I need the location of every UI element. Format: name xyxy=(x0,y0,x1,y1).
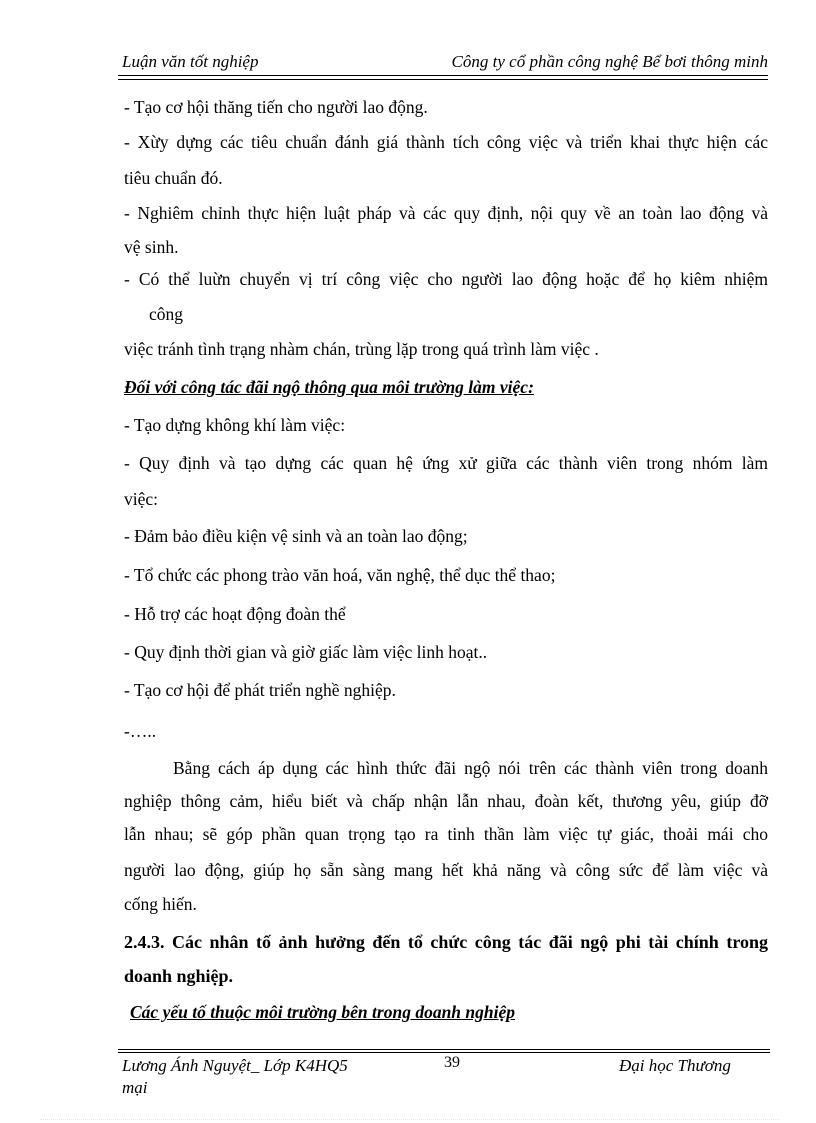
header-right: Công ty cổ phần công nghệ Bể bơi thông minh xyxy=(451,52,768,71)
list-item: - Quy định và tạo dựng các quan hệ ứng xử giữa các thành viên trong nhóm làm xyxy=(124,453,768,473)
list-item: việc: xyxy=(124,489,159,509)
list-item: - Tổ chức các phong trào văn hoá, văn nghệ, thể dục thể thao; xyxy=(124,565,556,585)
paragraph-line: cống hiến. xyxy=(124,894,197,914)
body-line: - Có thể luừn chuyển vị trí công việc cho người lao động hoặc để họ kiêm nhiệm xyxy=(124,269,768,289)
body-line: - Tạo cơ hội thăng tiến cho người lao động. xyxy=(124,97,428,117)
body-line: tiêu chuẩn đó. xyxy=(124,168,223,188)
body-line: - Xừy dựng các tiêu chuẩn đánh giá thành tích công việc và triển khai thực hiện các xyxy=(124,132,768,152)
list-item: - Tạo cơ hội để phát triển nghề nghiệp. xyxy=(124,680,396,700)
header-left: Luận văn tốt nghiệp xyxy=(122,52,259,71)
footer-author: Lương Ánh Nguyệt_ Lớp K4HQ5 mại xyxy=(122,1056,348,1097)
body-line: vệ sinh. xyxy=(124,237,179,257)
page-bottom-border xyxy=(40,1119,780,1120)
footer-university: Đại học Thương xyxy=(619,1056,731,1075)
body-line: việc tránh tình trạng nhàm chán, trùng lặp trong quá trình làm việc . xyxy=(124,339,599,359)
list-item: -….. xyxy=(124,721,157,741)
section-heading: doanh nghiệp. xyxy=(124,966,234,986)
header-rule-thin xyxy=(118,79,768,80)
list-item: - Tạo dựng không khí làm việc: xyxy=(124,415,346,435)
body-line: - Nghiêm chỉnh thực hiện luật pháp và các quy định, nội quy về an toàn lao động và xyxy=(124,203,768,223)
page-header xyxy=(122,50,768,74)
body-line: công xyxy=(149,304,184,324)
header-rule xyxy=(118,75,768,76)
paragraph-line: người lao động, giúp họ sẵn sàng mang hết khả năng và công sức để làm việc và xyxy=(124,860,768,880)
section-heading: 2.4.3. Các nhân tố ảnh hưởng đến tổ chức công tác đãi ngộ phi tài chính trong xyxy=(124,932,768,952)
footer-rule xyxy=(118,1049,770,1050)
page-number: 39 xyxy=(444,1054,460,1071)
list-item: - Hỗ trợ các hoạt động đoàn thể xyxy=(124,604,346,624)
subheading-work-environment: Đối với công tác đãi ngộ thông qua môi trường làm việc: xyxy=(124,377,534,397)
subheading-internal-factors: Các yếu tố thuộc môi trường bên trong doanh nghiệp xyxy=(130,1002,516,1022)
paragraph-line: Bằng cách áp dụng các hình thức đãi ngộ nói trên các thành viên trong doanh xyxy=(173,758,768,778)
paragraph-line: nghiệp thông cảm, hiểu biết và chấp nhận lẫn nhau, đoàn kết, thương yêu, giúp đỡ xyxy=(124,791,768,811)
list-item: - Đảm bảo điều kiện vệ sinh và an toàn lao động; xyxy=(124,526,468,546)
list-item: - Quy định thời gian và giờ giấc làm việc linh hoạt.. xyxy=(124,642,488,662)
paragraph-line: lẫn nhau; sẽ góp phần quan trọng tạo ra tinh thần làm việc tự giác, thoải mái cho xyxy=(124,824,768,844)
